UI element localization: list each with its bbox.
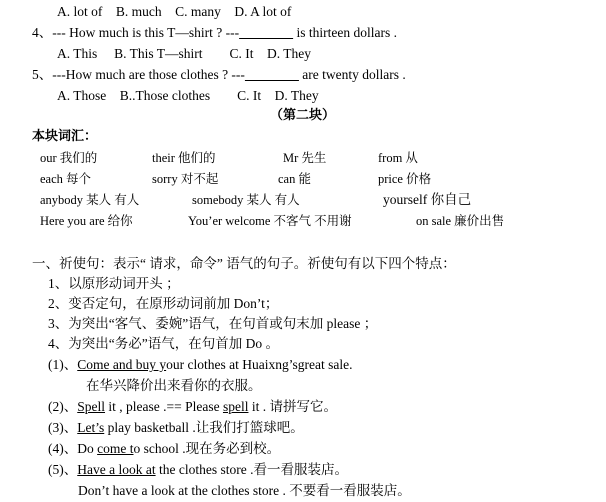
example-1-number: (1)、 bbox=[48, 357, 78, 372]
q5-option-b: B..Those clothes bbox=[119, 88, 211, 103]
q5-option-d: D. They bbox=[274, 88, 319, 103]
example-2-text: it . 请拼写它。 bbox=[248, 399, 337, 414]
q4-blank bbox=[239, 25, 293, 40]
example-2-number: (2)、 bbox=[48, 399, 78, 414]
q5-text-pre: 5、---How much are those clothes ? --- bbox=[32, 67, 245, 82]
example-4-text: o school .现在务必到校。 bbox=[133, 441, 281, 456]
example-3-underlined: Let’s bbox=[77, 420, 105, 435]
vocab-heading: 本块词汇： bbox=[32, 129, 98, 144]
example-4-number: (4)、 bbox=[48, 441, 78, 456]
question-4 bbox=[32, 25, 397, 41]
vocab-can: can 能 bbox=[278, 172, 311, 186]
q5-option-c: C. It bbox=[237, 88, 262, 103]
vocab-sorry: sorry 对不起 bbox=[152, 172, 219, 186]
q3-options bbox=[57, 4, 291, 20]
imperative-point-4: 4、为突出“务必”语气，在句首加 Do 。 bbox=[48, 336, 279, 351]
example-5-underlined: Have a look at bbox=[77, 462, 156, 477]
q3-option-a: A. lot of bbox=[57, 4, 103, 19]
example-1-translation: 在华兴降价出来看你的衣服。 bbox=[86, 378, 262, 393]
example-5-negative: Don’t have a look at the clothes store . 不要看一看服装店。 bbox=[78, 483, 411, 498]
vocab-their: their 他们的 bbox=[152, 151, 216, 165]
vocab-youre-welcome: You’er welcome 不客气 不用谢 bbox=[188, 214, 352, 228]
q3-option-b: B. much bbox=[115, 4, 162, 19]
example-2 bbox=[48, 399, 337, 415]
example-1-text: our clothes at Huaixng’sgreat sale. bbox=[166, 357, 353, 372]
q5-blank bbox=[245, 67, 299, 82]
imperative-point-1: 1、以原形动词开头 ； bbox=[48, 276, 180, 291]
imperative-point-2: 2、变否定句，在原形动词前加 Don’t； bbox=[48, 296, 279, 311]
question-5 bbox=[32, 67, 406, 83]
vocab-each: each 每个 bbox=[40, 172, 92, 186]
q4-text-pre: 4、--- How much is this T—shirt ? --- bbox=[32, 25, 240, 40]
example-4-pre: Do bbox=[77, 441, 98, 456]
q4-option-b: B. This T—shirt bbox=[114, 46, 203, 61]
vocab-our: our 我们的 bbox=[40, 151, 98, 165]
q5-option-a: A. Those bbox=[57, 88, 107, 103]
example-2-underlined-1: Spell bbox=[77, 399, 106, 414]
q4-option-a: A. This bbox=[57, 46, 98, 61]
q5-options bbox=[57, 88, 319, 104]
q4-text-post: is thirteen dollars . bbox=[293, 25, 397, 40]
example-2-text-mid: it , please .== Please bbox=[105, 399, 223, 414]
example-1 bbox=[48, 357, 352, 373]
example-5-text: the clothes store .看一看服装店。 bbox=[155, 462, 348, 477]
q3-option-c: C. many bbox=[175, 4, 221, 19]
vocab-somebody: somebody 某人 有人 bbox=[192, 193, 300, 207]
q4-options bbox=[57, 46, 311, 62]
q5-text-post: are twenty dollars . bbox=[298, 67, 406, 82]
vocab-anybody: anybody 某人 有人 bbox=[40, 193, 140, 207]
q4-option-d: D. They bbox=[267, 46, 312, 61]
example-5-number: (5)、 bbox=[48, 462, 78, 477]
imperative-point-3: 3、为突出“客气、委婉”语气，在句首或句末加 please ； bbox=[48, 316, 378, 331]
example-1-underlined: Come and buy y bbox=[77, 357, 167, 372]
imperative-heading: 一、祈使句：表示“ 请求，命令” 语气的句子。祈使句有以下四个特点： bbox=[32, 256, 456, 271]
vocab-price: price 价格 bbox=[378, 172, 432, 186]
q3-option-d: D. A lot of bbox=[234, 4, 292, 19]
vocab-mr: Mr 先生 bbox=[283, 151, 327, 165]
example-5 bbox=[48, 462, 348, 478]
example-3-number: (3)、 bbox=[48, 420, 78, 435]
vocab-yourself: yourself 你自己 bbox=[383, 192, 472, 207]
q4-option-c: C. It bbox=[229, 46, 254, 61]
example-4 bbox=[48, 441, 280, 457]
example-4-underlined: come t bbox=[97, 441, 134, 456]
vocab-from: from 从 bbox=[378, 151, 418, 165]
vocab-here-you-are: Here you are 给你 bbox=[40, 214, 133, 228]
example-3 bbox=[48, 420, 304, 436]
section-title: （第二块） bbox=[270, 108, 336, 123]
example-3-text: play basketball .让我们打篮球吧。 bbox=[104, 420, 304, 435]
example-2-underlined-2: spell bbox=[222, 399, 249, 414]
vocab-on-sale: on sale 廉价出售 bbox=[416, 214, 505, 228]
